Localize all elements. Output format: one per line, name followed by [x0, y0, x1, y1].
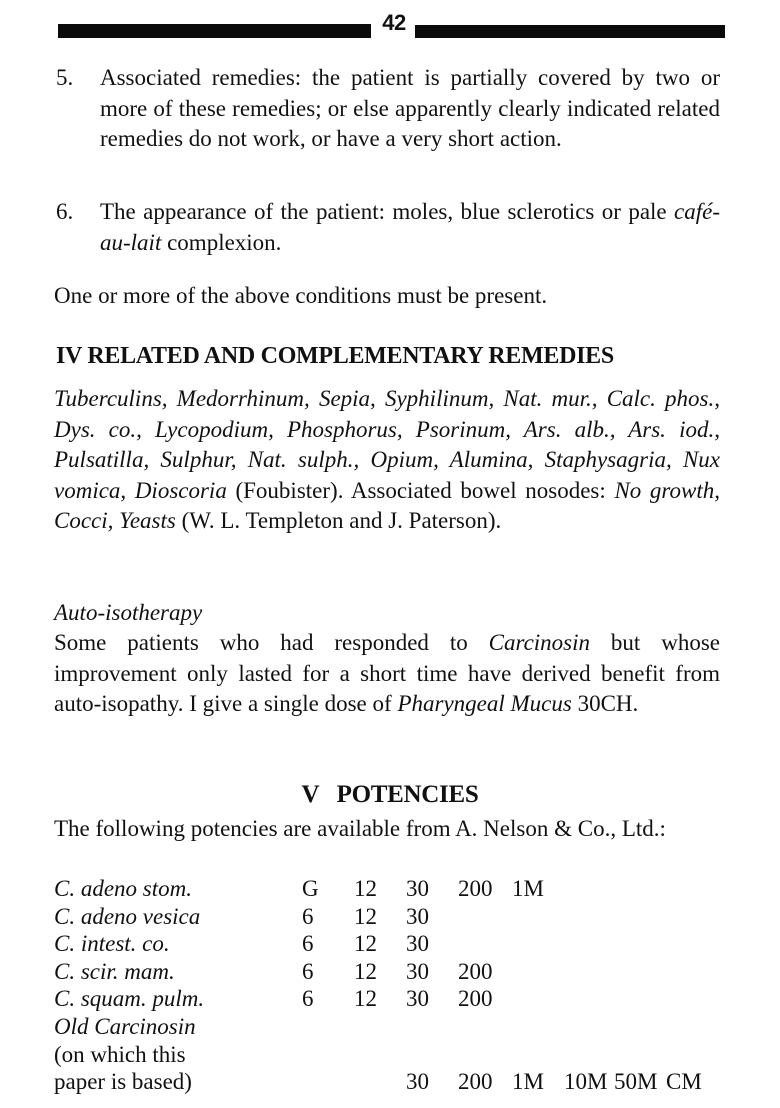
list-number: 5. [56, 65, 74, 90]
potency-cell: 200 [458, 986, 493, 1012]
potency-cell: 6 [302, 931, 314, 957]
potency-cell: 30 [406, 876, 429, 901]
potency-cell: 1M [512, 1069, 544, 1095]
remedy-name: (on which this [54, 1041, 186, 1067]
remedy-name: C. squam. pulm. [54, 986, 205, 1012]
list-item-5 [56, 63, 720, 155]
remedies-list: Tuberculins, Medorrhinum, Sepia, Syphilinum, Nat. mur., Calc. phos., Dys. co., Lycopodium, Phosphorus, Psorinum, Ars. alb., Ars. iod., Pulsatilla, Sulphur, Nat. sulph., Opium, Alumina, Staphysagria, Nux vomica, Dioscoria [54, 386, 720, 503]
potency-cell: G [302, 876, 319, 901]
table-row [54, 1040, 744, 1068]
potency-cell: 200 [458, 1069, 493, 1095]
potency-cell: 30 [406, 931, 429, 957]
remedy-name: Old Carcinosin [54, 1013, 196, 1039]
page-number: 42 [382, 10, 406, 35]
conditions-note: One or more of the above conditions must be present. [54, 283, 548, 308]
potency-cell: 200 [458, 876, 493, 901]
remedy-name: C. intest. co. [54, 931, 170, 957]
section-iv-heading: IV RELATED AND COMPLEMENTARY REMEDIES [56, 343, 614, 369]
table-row [54, 957, 744, 985]
header-rule-right [415, 25, 725, 38]
potencies-intro: The following potencies are available from A. Nelson & Co., Ltd.: [54, 816, 666, 841]
table-row [54, 1067, 744, 1095]
list-text: The appearance of the patient: moles, blue sclerotics or pale café-au-lait complexion. [100, 199, 720, 255]
auto-isotherapy-paragraph: Some patients who had responded to Carcinosin but whose improvement only lasted for a short time have derived benefit from auto-isopathy. I give a single dose of Pharyngeal Mucus 30CH. [54, 630, 720, 716]
potency-cell: 12 [354, 903, 377, 929]
bowel-nosodes: No growth, Cocci, Yeasts [54, 477, 721, 533]
potency-cell: 12 [354, 986, 377, 1012]
potency-cell: 30 [406, 986, 429, 1012]
potency-cell: 12 [354, 876, 377, 901]
potency-cell: 1M [512, 876, 544, 901]
table-row [54, 902, 744, 930]
potency-cell: 30 [406, 958, 429, 984]
list-text: Associated remedies: the patient is partially covered by two or more of these remedies; or else apparently clearly indicated related remedies do not work, or have a very short action. [100, 65, 720, 151]
list-item-6 [56, 197, 720, 258]
remedy-name: paper is based) [54, 1069, 192, 1095]
potency-cell: 6 [302, 986, 314, 1012]
table-row [54, 1012, 744, 1040]
potency-cell: 30 [406, 903, 429, 929]
potency-cell: 50M [614, 1069, 658, 1095]
list-number: 6. [56, 199, 74, 224]
potency-cell: 12 [354, 958, 377, 984]
remedy-name: C. scir. mam. [54, 958, 175, 984]
page-header [58, 10, 726, 40]
remedy-name: C. adeno vesica [54, 903, 201, 929]
potency-cell: 30 [406, 1069, 429, 1095]
related-remedies-paragraph: Tuberculins, Medorrhinum, Sepia, Syphilinum, Nat. mur., Calc. phos., Dys. co., Lycopodium, Phosphorus, Psorinum, Ars. alb., Ars. iod., Pulsatilla, Sulphur, Nat. sulph., Opium, Alumina, Staphysagria, Nux vomica, Dioscoria (Foubister). Associated bowel nosodes: No growth, Cocci, Yeasts (W. L. Templeton and J. Paterson). [54, 386, 721, 533]
potency-cell: CM [666, 1069, 702, 1095]
table-row [54, 874, 744, 902]
auto-isotherapy-subheading: Auto-isotherapy [54, 600, 203, 625]
header-rule-left [58, 24, 371, 38]
section-v-heading: V POTENCIES [301, 781, 479, 808]
potency-cell: 6 [302, 958, 314, 984]
potency-cell: 6 [302, 903, 314, 929]
potency-cell: 12 [354, 931, 377, 957]
table-row [54, 929, 744, 957]
table-row [54, 984, 744, 1012]
potencies-table [54, 874, 744, 1095]
potency-cell: 200 [458, 958, 493, 984]
potency-cell: 10M [564, 1069, 608, 1095]
remedy-name: C. adeno stom. [54, 876, 192, 901]
